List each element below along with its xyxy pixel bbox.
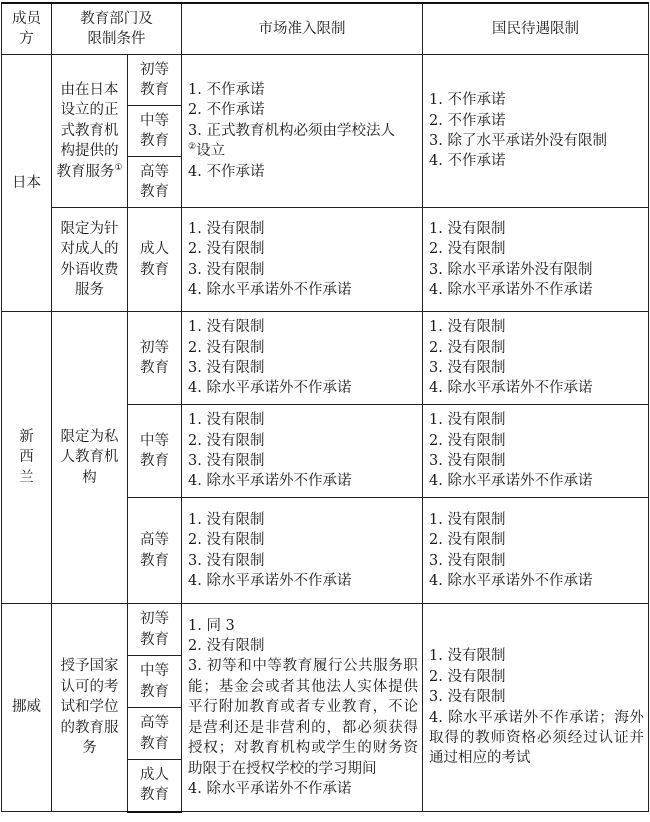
level-japan-primary: 初等教育: [128, 55, 182, 106]
market-nz-higher: 1. 没有限制 2. 没有限制 3. 没有限制 4. 除水平承诺外不作承诺: [182, 498, 423, 604]
level-japan-adult: 成人教育: [128, 208, 182, 312]
market-norway: 1. 同 3 2. 没有限制 3. 初等和中等教育履行公共服务职能；基金会或者其他法人实体提供平行附加教育或者专业教育，不论是营利还是非营利的，都必须获得授权；对教育机构或学生的财务资助限于在授权学校的学习期间 4. 除水平承诺外不作承诺: [182, 604, 423, 812]
member-new-zealand: 新西兰: [2, 312, 52, 604]
header-national-treatment: 国民待遇限制: [423, 3, 649, 55]
level-nz-higher: 高等教育: [128, 498, 182, 604]
level-nz-primary: 初等教育: [128, 312, 182, 405]
national-japan-formal: 1. 不作承诺 2. 不作承诺 3. 除了水平承诺外没有限制 4. 不作承诺: [423, 55, 649, 208]
header-sector: 教育部门及限制条件: [52, 3, 182, 55]
level-norway-primary: 初等教育: [128, 604, 182, 656]
level-nz-secondary: 中等教育: [128, 405, 182, 498]
table-row: [2, 208, 649, 312]
market-japan-formal: 1. 不作承诺 2. 不作承诺 3. 正式教育机构必须由学校法人 ②设立 4. 不作承诺: [182, 55, 423, 208]
header-member: 成员方: [2, 3, 52, 55]
condition-new-zealand: 限定为私人教育机构: [52, 312, 128, 604]
table-row: [2, 604, 649, 656]
national-nz-secondary: 1. 没有限制 2. 没有限制 3. 没有限制 4. 除水平承诺外不作承诺: [423, 405, 649, 498]
table-row: [2, 55, 649, 106]
national-nz-higher: 1. 没有限制 2. 没有限制 3. 没有限制 4. 除水平承诺外不作承诺: [423, 498, 649, 604]
national-japan-adult: 1. 没有限制 2. 没有限制 3. 除水平承诺外没有限制 4. 除水平承诺外不作承诺: [423, 208, 649, 312]
market-nz-secondary: 1. 没有限制 2. 没有限制 3. 没有限制 4. 除水平承诺外不作承诺: [182, 405, 423, 498]
level-japan-higher: 高等教育: [128, 157, 182, 208]
table-row: [2, 312, 649, 405]
level-norway-adult: 成人教育: [128, 760, 182, 812]
member-norway: 挪威: [2, 604, 52, 812]
condition-japan-formal: 由在日本设立的正式教育机构提供的教育服务①: [52, 55, 128, 208]
level-norway-higher: 高等教育: [128, 708, 182, 760]
member-japan: 日本: [2, 55, 52, 312]
education-commitments-table: [1, 2, 649, 813]
market-nz-primary: 1. 没有限制 2. 没有限制 3. 没有限制 4. 除水平承诺外不作承诺: [182, 312, 423, 405]
level-japan-secondary: 中等教育: [128, 106, 182, 157]
market-japan-adult: 1. 没有限制 2. 没有限制 3. 没有限制 4. 除水平承诺外不作承诺: [182, 208, 423, 312]
condition-japan-adult: 限定为针对成人的外语收费服务: [52, 208, 128, 312]
level-norway-secondary: 中等教育: [128, 656, 182, 708]
national-nz-primary: 1. 没有限制 2. 没有限制 3. 没有限制 4. 除水平承诺外不作承诺: [423, 312, 649, 405]
table-header-row: [2, 3, 649, 55]
condition-norway: 授予国家认可的考试和学位的教育服务: [52, 604, 128, 812]
header-market-access: 市场准入限制: [182, 3, 423, 55]
national-norway: 1. 没有限制 2. 没有限制 3. 没有限制 4. 除水平承诺外不作承诺；海外取得的教师资格必须经过认证并通过相应的考试: [423, 604, 649, 812]
